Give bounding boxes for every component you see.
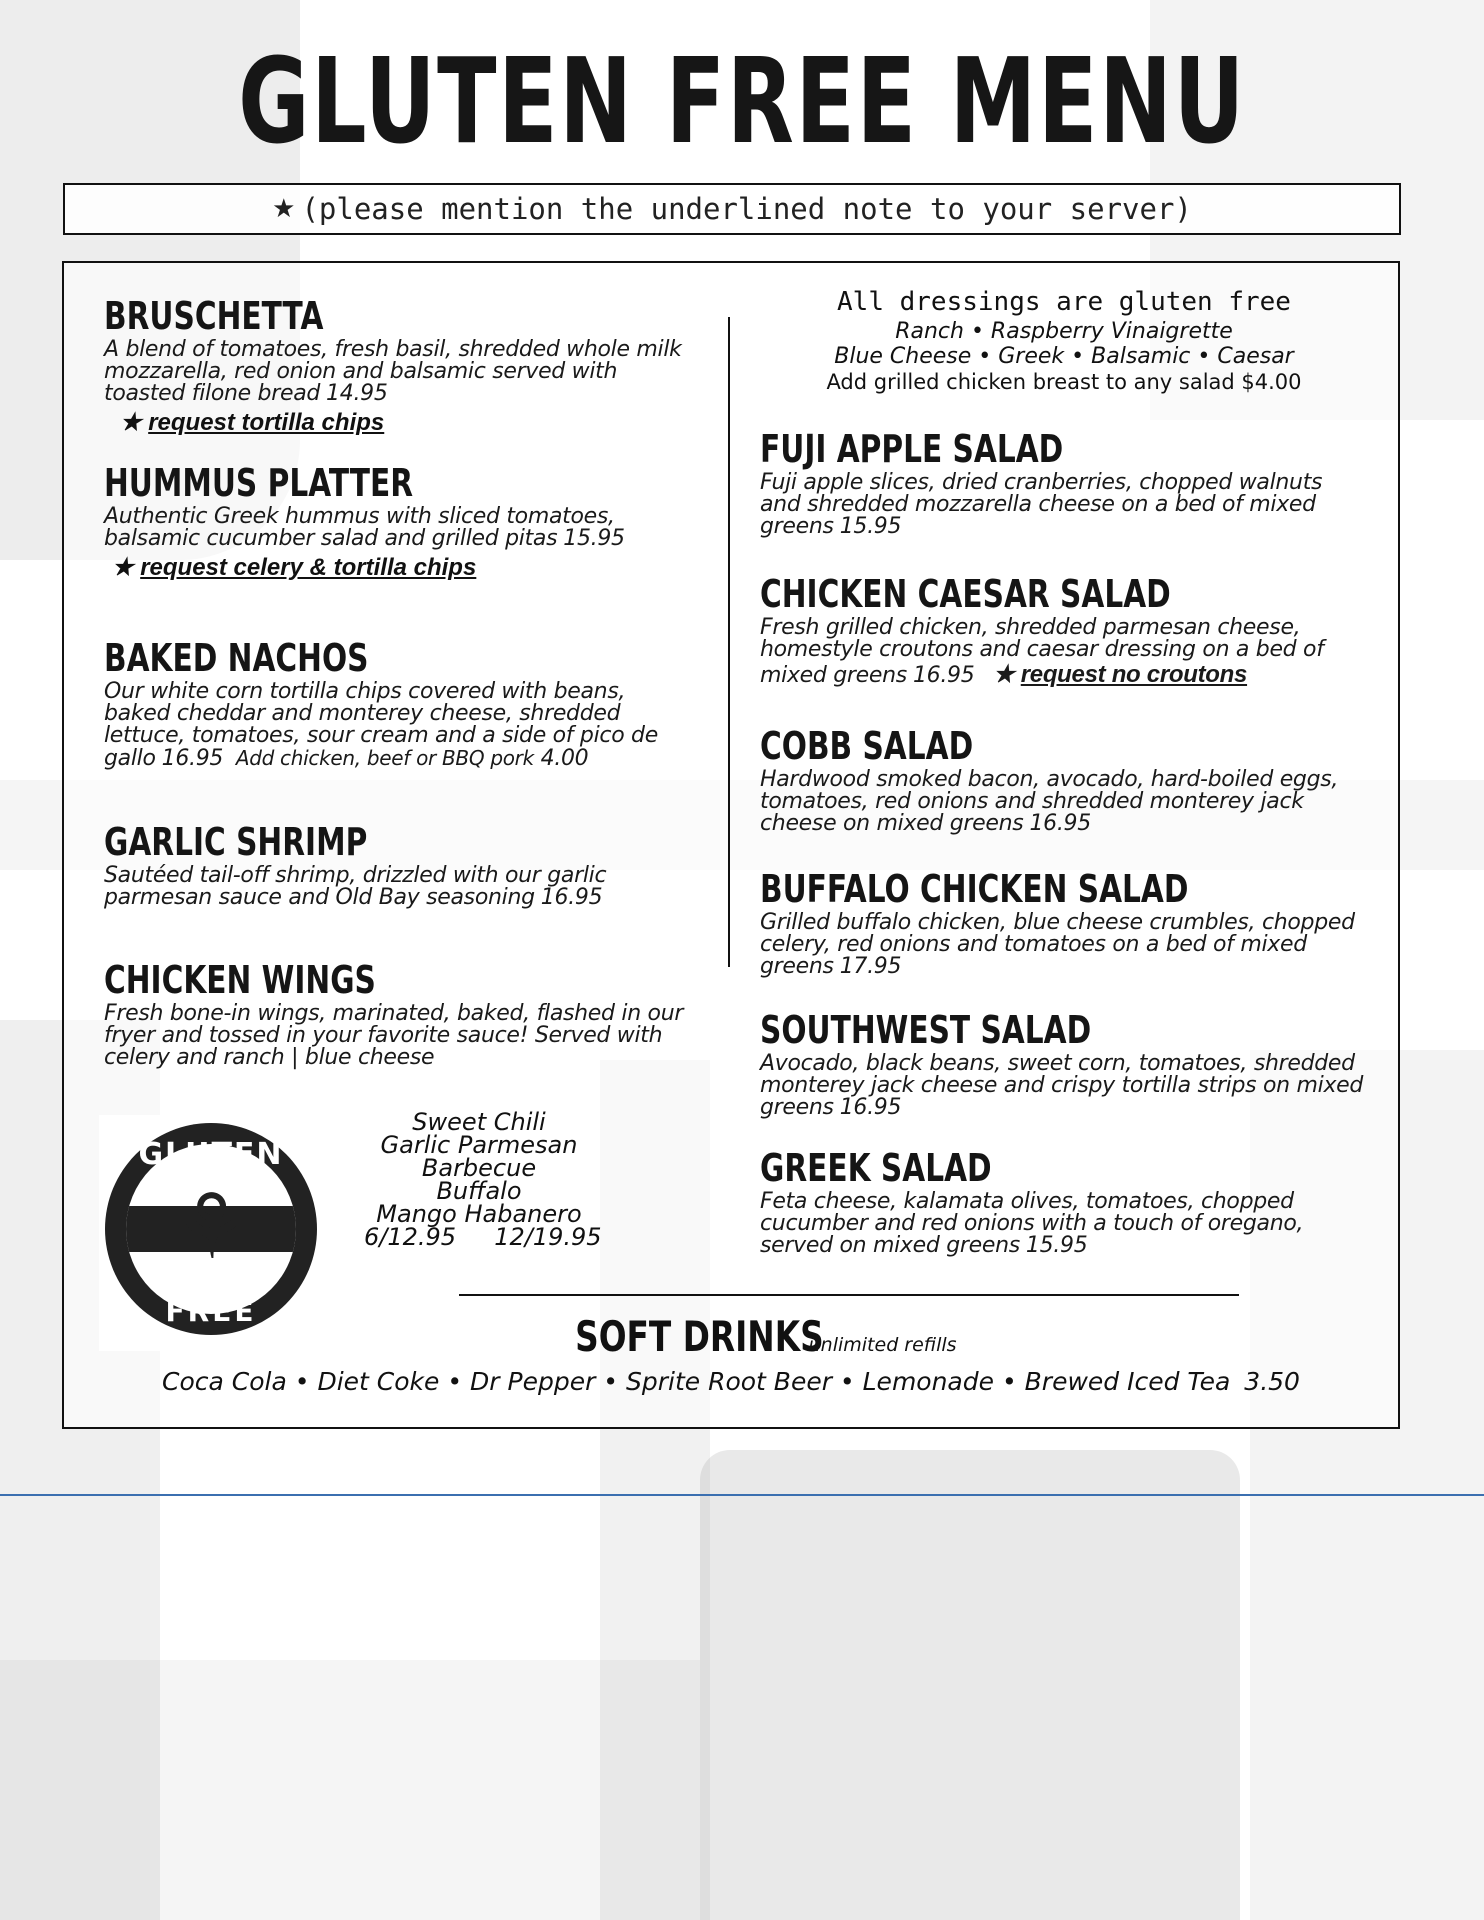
menu-item-chicken-caesar-salad xyxy=(760,571,1370,689)
request-note: ★ request celery & tortilla chips xyxy=(112,554,477,581)
item-price: 14.95 xyxy=(326,381,388,406)
dressings-addon: Add grilled chicken breast to any salad $4.00 xyxy=(826,370,1302,394)
item-name: HUMMUS PLATTER xyxy=(104,461,414,505)
soft-drinks-list: Coca Cola • Diet Coke • Dr Pepper • Sprite Root Beer • Lemonade • Brewed Iced Tea 3.50 xyxy=(162,1367,1300,1396)
dressings-line: Blue Cheese • Greek • Balsamic • Caesar xyxy=(834,344,1294,369)
soft-drinks-header xyxy=(64,1313,1398,1361)
column-divider xyxy=(728,317,730,967)
server-note xyxy=(63,183,1401,235)
item-price: 15.95 xyxy=(563,526,625,551)
item-name: CHICKEN CAESAR SALAD xyxy=(760,572,1171,616)
item-description: Feta cheese, kalamata olives, tomatoes, chopped cucumber and red onions with a touch of oregano, served on mixed greens 15.95 xyxy=(760,1189,1304,1258)
item-price: 15.95 xyxy=(1025,1233,1088,1258)
menu-item-greek-salad xyxy=(760,1145,1370,1257)
item-name: SOUTHWEST SALAD xyxy=(760,1008,1092,1052)
dressings-heading: All dressings are gluten free xyxy=(837,287,1291,317)
item-description: Fresh grilled chicken, shredded parmesan cheese, homestyle croutons and caesar dressing on a bed of mixed greens 16.95 ★ request no croutons xyxy=(760,615,1324,688)
item-price: 16.95 xyxy=(540,885,603,910)
item-name: GREEK SALAD xyxy=(760,1146,992,1190)
page-title: GLUTEN FREE MENU xyxy=(238,32,1246,170)
item-description: Sautéed tail-off shrimp, drizzled with our garlic parmesan sauce and Old Bay seasoning 16.95 xyxy=(104,863,607,910)
item-description: Authentic Greek hummus with sliced tomatoes, balsamic cucumber salad and grilled pitas 15.95 xyxy=(104,504,625,551)
item-description: Our white corn tortilla chips covered with beans, baked cheddar and monterey cheese, shredded lettuce, tomatoes, sour cream and a side of pico de gallo 16.95 Add chicken, beef or BBQ pork 4.00 xyxy=(104,679,658,771)
star-icon: ★ xyxy=(112,554,134,581)
soft-drinks-title: SOFT DRINKS xyxy=(575,1312,825,1361)
item-name: BUFFALO CHICKEN SALAD xyxy=(760,867,1189,911)
menu-panel xyxy=(62,261,1400,1429)
dressings-line: Ranch • Raspberry Vinaigrette xyxy=(895,319,1233,344)
menu-item-bruschetta xyxy=(104,293,694,437)
badge-bottom-text: FREE xyxy=(165,1295,257,1328)
wing-sauce-list xyxy=(364,1108,602,1251)
item-description: Fuji apple slices, dried cranberries, chopped walnuts and shredded mozzarella cheese on a bed of mixed greens 15.95 xyxy=(760,470,1323,539)
sauce-item: Barbecue xyxy=(421,1154,537,1182)
star-icon: ★ xyxy=(993,661,1015,688)
item-addon: Add chicken, beef or BBQ pork xyxy=(235,746,534,770)
wing-prices: 6/12.95 12/19.95 xyxy=(364,1223,602,1251)
item-name: FUJI APPLE SALAD xyxy=(760,427,1064,471)
item-name: GARLIC SHRIMP xyxy=(104,820,368,864)
menu-item-buffalo-chicken-salad xyxy=(760,866,1360,978)
item-price: 17.95 xyxy=(839,954,902,979)
item-name: CHICKEN WINGS xyxy=(104,958,376,1002)
sauce-item: Sweet Chili xyxy=(412,1108,546,1136)
menu-item-garlic-shrimp xyxy=(104,819,694,909)
item-description: Grilled buffalo chicken, blue cheese crumbles, chopped celery, red onions and tomatoes on a bed of mixed greens 17.95 xyxy=(760,910,1355,979)
request-note: ★ request no croutons xyxy=(993,661,1248,688)
star-icon: ★ xyxy=(272,194,296,224)
wheat-icon: ⚘ xyxy=(170,1175,252,1280)
menu-item-baked-nachos xyxy=(104,635,694,770)
request-note: ★ request tortilla chips xyxy=(120,409,385,436)
item-price: 16.95 xyxy=(161,746,224,771)
item-name: BRUSCHETTA xyxy=(104,294,324,338)
soft-drinks-subtitle: unlimited refills xyxy=(808,1334,957,1356)
sauce-item: Garlic Parmesan xyxy=(380,1131,578,1159)
menu-item-fuji-apple-salad xyxy=(760,426,1360,538)
star-icon: ★ xyxy=(120,409,142,436)
item-addon-price: 4.00 xyxy=(540,746,589,771)
badge-top-text: GLUTEN xyxy=(138,1137,284,1172)
drinks-price: 3.50 xyxy=(1244,1367,1300,1396)
menu-item-southwest-salad xyxy=(760,1007,1370,1119)
dressings-section xyxy=(754,285,1374,395)
menu-item-hummus-platter xyxy=(104,460,704,582)
item-price: 15.95 xyxy=(839,514,902,539)
item-name: COBB SALAD xyxy=(760,724,974,768)
item-description: A blend of tomatoes, fresh basil, shredded whole milk mozzarella, red onion and balsamic served with toasted filone bread 14.95 xyxy=(104,337,682,406)
item-price: 16.95 xyxy=(839,1095,902,1120)
item-description: Avocado, black beans, sweet corn, tomatoes, shredded monterey jack cheese and crispy tortilla strips on mixed greens 16.95 xyxy=(760,1051,1364,1120)
item-description: Fresh bone-in wings, marinated, baked, flashed in our fryer and tossed in your favorite sauce! Served with celery and ranch | blue cheese xyxy=(104,1001,684,1070)
item-price: 16.95 xyxy=(1029,811,1091,836)
server-note-text: (please mention the underlined note to your server) xyxy=(301,192,1192,226)
item-price: 16.95 xyxy=(912,663,975,688)
sauce-item: Buffalo xyxy=(436,1177,522,1205)
blue-rule xyxy=(0,1494,1484,1496)
item-description: Hardwood smoked bacon, avocado, hard-boiled eggs, tomatoes, red onions and shredded monterey jack cheese on mixed greens 16.95 xyxy=(760,767,1339,836)
sauce-item: Mango Habanero xyxy=(376,1200,582,1228)
menu-item-chicken-wings xyxy=(104,957,694,1069)
item-name: BAKED NACHOS xyxy=(104,636,369,680)
drinks-divider xyxy=(459,1294,1239,1296)
menu-item-cobb-salad xyxy=(760,723,1360,835)
